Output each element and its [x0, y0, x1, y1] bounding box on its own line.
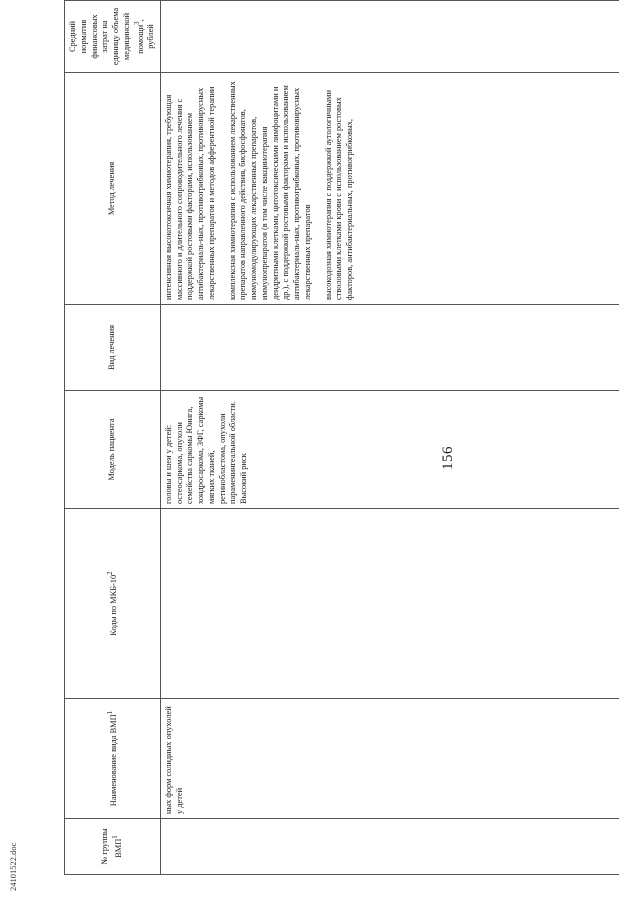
header-vmp-name: Наименование вида ВМП$^1$ — [65, 699, 161, 819]
header-treatment-type: Вид лечения — [65, 305, 161, 391]
header-group-number: № группы ВМП$^1$ — [65, 819, 161, 875]
header-patient-model: Модель пациента — [65, 391, 161, 509]
cell-icd-codes — [160, 509, 619, 699]
treatment-method-paragraph-1: интенсивная высокотоксичная химиотерапия, требующая массивного и длительного сопроводительного лечения с поддержкой ростовыми факторами, использованием антибактериаль-ных, противогрибковых, противовирусных лекарственных препаратов и методов афферентной терапии — [163, 86, 216, 300]
table-header-row — [65, 1, 161, 875]
footer-filename: 24101522.doc — [8, 842, 18, 891]
cell-average-cost — [160, 1, 619, 73]
cell-vmp-name: ных форм солидных опухолей у детей — [160, 699, 619, 819]
vmp-table — [64, 0, 619, 875]
page-number: 156 — [440, 446, 456, 470]
header-icd-codes: Коды по МКБ-$10^2$ — [65, 509, 161, 699]
cell-patient-model: головы и шеи у детей: остеосаркома, опухоли семейства саркомы Юинга, хондросаркома, ЗФГ, саркомы мягких тканей, ретинобластома, опухоли параменингеальной области. Высокий риск — [160, 391, 619, 509]
table-row — [160, 1, 619, 875]
treatment-method-paragraph-3: высокодозная химиотерапия с поддержкой аутологичными стволовыми клетками крови с использованием ростовых факторов, антибактериальных, противогрибковых, — [323, 90, 355, 300]
header-treatment-method: Метод лечения — [65, 73, 161, 305]
cell-group-number — [160, 819, 619, 875]
cell-treatment-method — [160, 73, 619, 305]
header-average-cost: Средний норматив финансовых затрат на единицу объема медицинской помощи$^3$, рублей — [65, 1, 161, 73]
treatment-method-paragraph-2: комплексная химиотерапия с использованием лекарственных препаратов направленного действия, бисфосфонатов, иммуномодулирующих лекарственных препаратов, иммунопрепаратов (в том числе вакцинотерапия дендритными клетками, цитотоксическими лимфоцитами и др.), с поддержкой ростовыми факторами и использованием антибактериаль-ных, противогрибковых, противовирусных лекарственных препаратов — [227, 81, 312, 300]
cell-treatment-type — [160, 305, 619, 391]
